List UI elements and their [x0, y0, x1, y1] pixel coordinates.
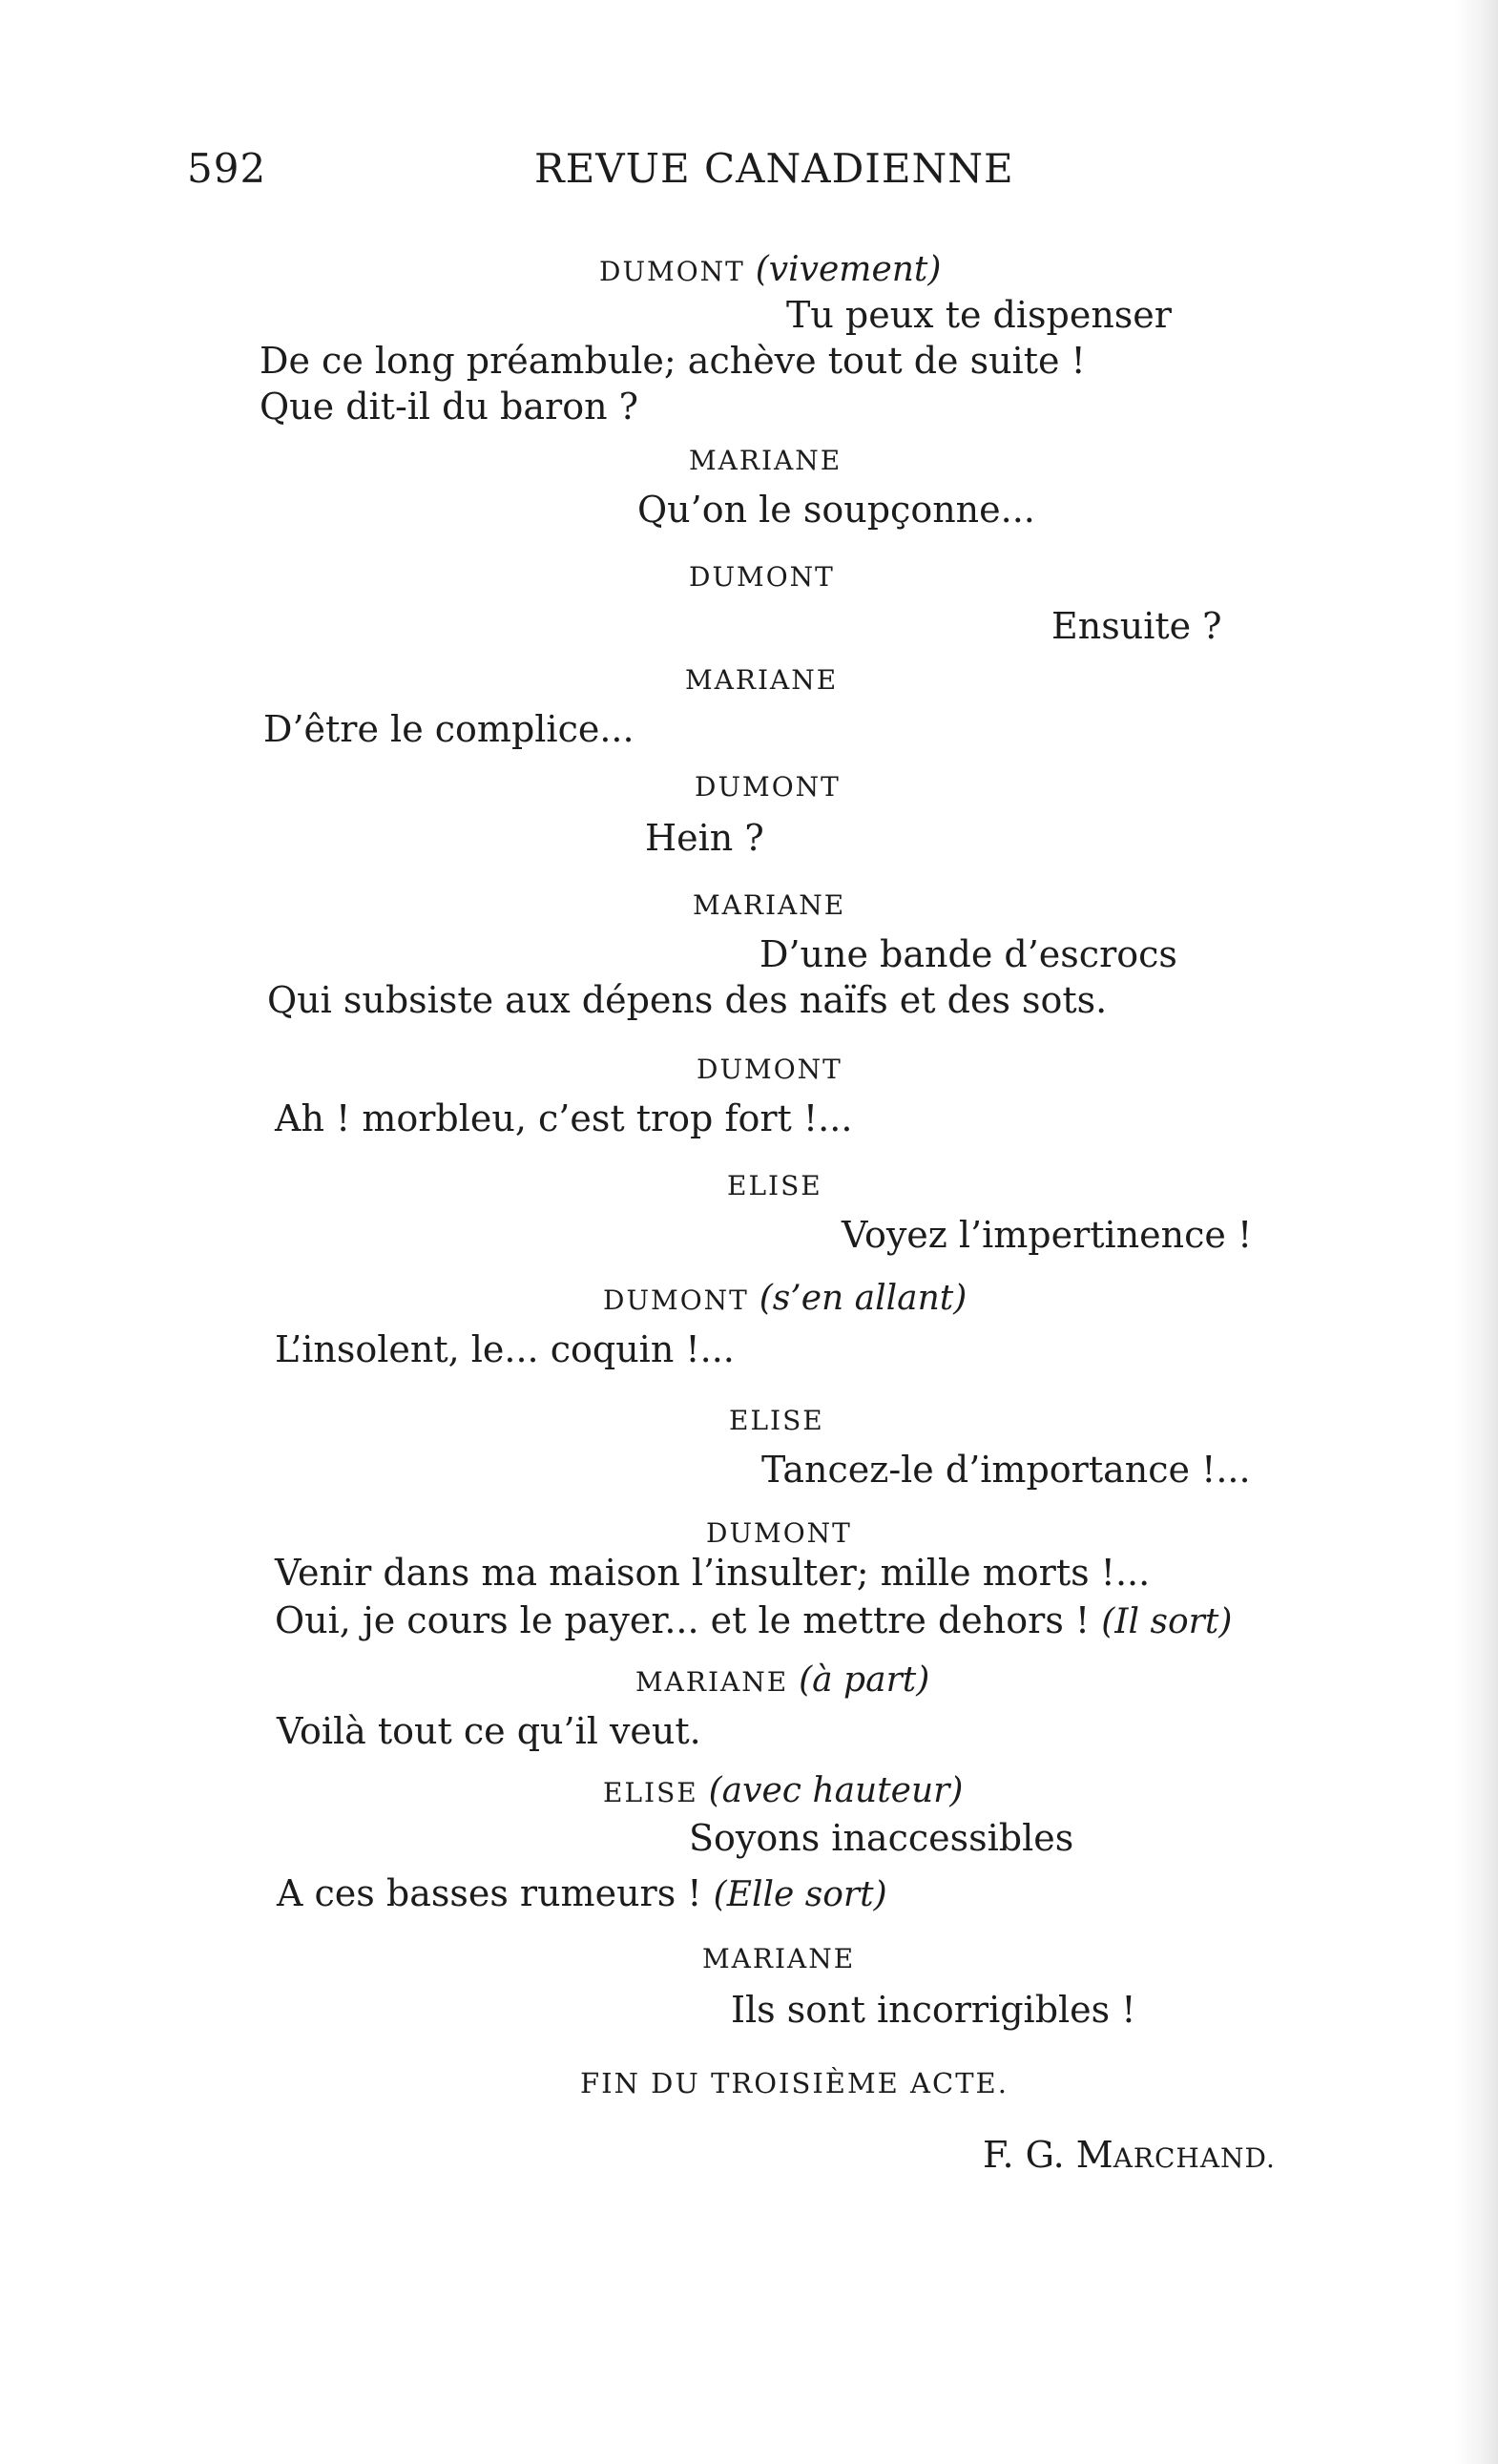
journal-title: REVUE CANADIENNE: [534, 145, 1014, 192]
speaker-mariane: MARIANE: [693, 889, 846, 921]
speaker-name: ELISE: [603, 1777, 698, 1808]
stage-direction: (s’en allant): [759, 1279, 967, 1318]
verse-line: Qu’on le soupçonne...: [637, 489, 1035, 531]
verse-line: Qui subsiste aux dépens des naïfs et des sots.: [267, 979, 1108, 1021]
verse-line: Ils sont incorrigibles !: [731, 1989, 1136, 2031]
verse-line: Ah ! morbleu, c’est trop fort !...: [275, 1097, 853, 1139]
speaker-elise: ELISE: [729, 1405, 824, 1436]
verse-text: A ces basses rumeurs !: [277, 1872, 702, 1914]
speaker-dumont: DUMONT: [695, 771, 841, 803]
signature-initials: F. G. M: [983, 2134, 1113, 2176]
speaker-dumont: DUMONT: [697, 1054, 843, 1085]
author-signature: [983, 2134, 1276, 2176]
verse-line: Hein ?: [645, 817, 764, 859]
speaker-mariane: MARIANE: [685, 664, 839, 696]
verse-line: [275, 1599, 1232, 1641]
page-edge-shadow: [1454, 0, 1498, 2464]
speaker-dumont: DUMONT: [689, 561, 835, 593]
verse-line: L’insolent, le... coquin !...: [275, 1328, 735, 1370]
speaker-dumont: DUMONT: [706, 1517, 852, 1549]
verse-text: Oui, je cours le payer... et le mettre dehors !: [275, 1599, 1091, 1641]
stage-direction: (avec hauteur): [708, 1771, 964, 1810]
stage-direction: (à part): [799, 1660, 930, 1700]
verse-line: D’une bande d’escrocs: [759, 933, 1177, 975]
speaker-mariane: MARIANE: [702, 1943, 856, 1974]
verse-line: Ensuite ?: [1051, 605, 1222, 647]
speaker-name: DUMONT: [599, 256, 745, 287]
stage-direction: (Elle sort): [713, 1875, 887, 1914]
speaker-mariane: [635, 1660, 929, 1700]
verse-line: Venir dans ma maison l’insulter; mille morts !...: [275, 1552, 1151, 1594]
stage-direction: (Il sort): [1101, 1602, 1233, 1641]
verse-line: Soyons inaccessibles: [689, 1817, 1074, 1859]
speaker-name: DUMONT: [603, 1284, 749, 1316]
speaker-mariane: MARIANE: [689, 445, 843, 476]
speaker-elise: [603, 1771, 963, 1810]
verse-line: Voyez l’impertinence !: [842, 1214, 1253, 1256]
speaker-elise: ELISE: [727, 1170, 822, 1201]
verse-line: Voilà tout ce qu’il veut.: [277, 1710, 701, 1752]
verse-line: Que dit-il du baron ?: [260, 386, 638, 428]
speaker-name: MARIANE: [635, 1666, 789, 1698]
page-number: 592: [187, 145, 267, 192]
act-end-label: FIN DU TROISIÈME ACTE.: [580, 2067, 1009, 2099]
verse-line: [277, 1872, 887, 1914]
speaker-dumont: [603, 1279, 967, 1318]
verse-line: D’être le complice...: [263, 708, 635, 750]
verse-line: De ce long préambule; achève tout de suite !: [260, 340, 1086, 382]
signature-surname: ARCHAND.: [1113, 2142, 1276, 2174]
verse-line: Tancez-le d’importance !...: [761, 1449, 1251, 1491]
stage-direction: (vivement): [755, 250, 942, 289]
speaker-dumont: [599, 250, 941, 289]
verse-line: Tu peux te dispenser: [786, 294, 1172, 336]
